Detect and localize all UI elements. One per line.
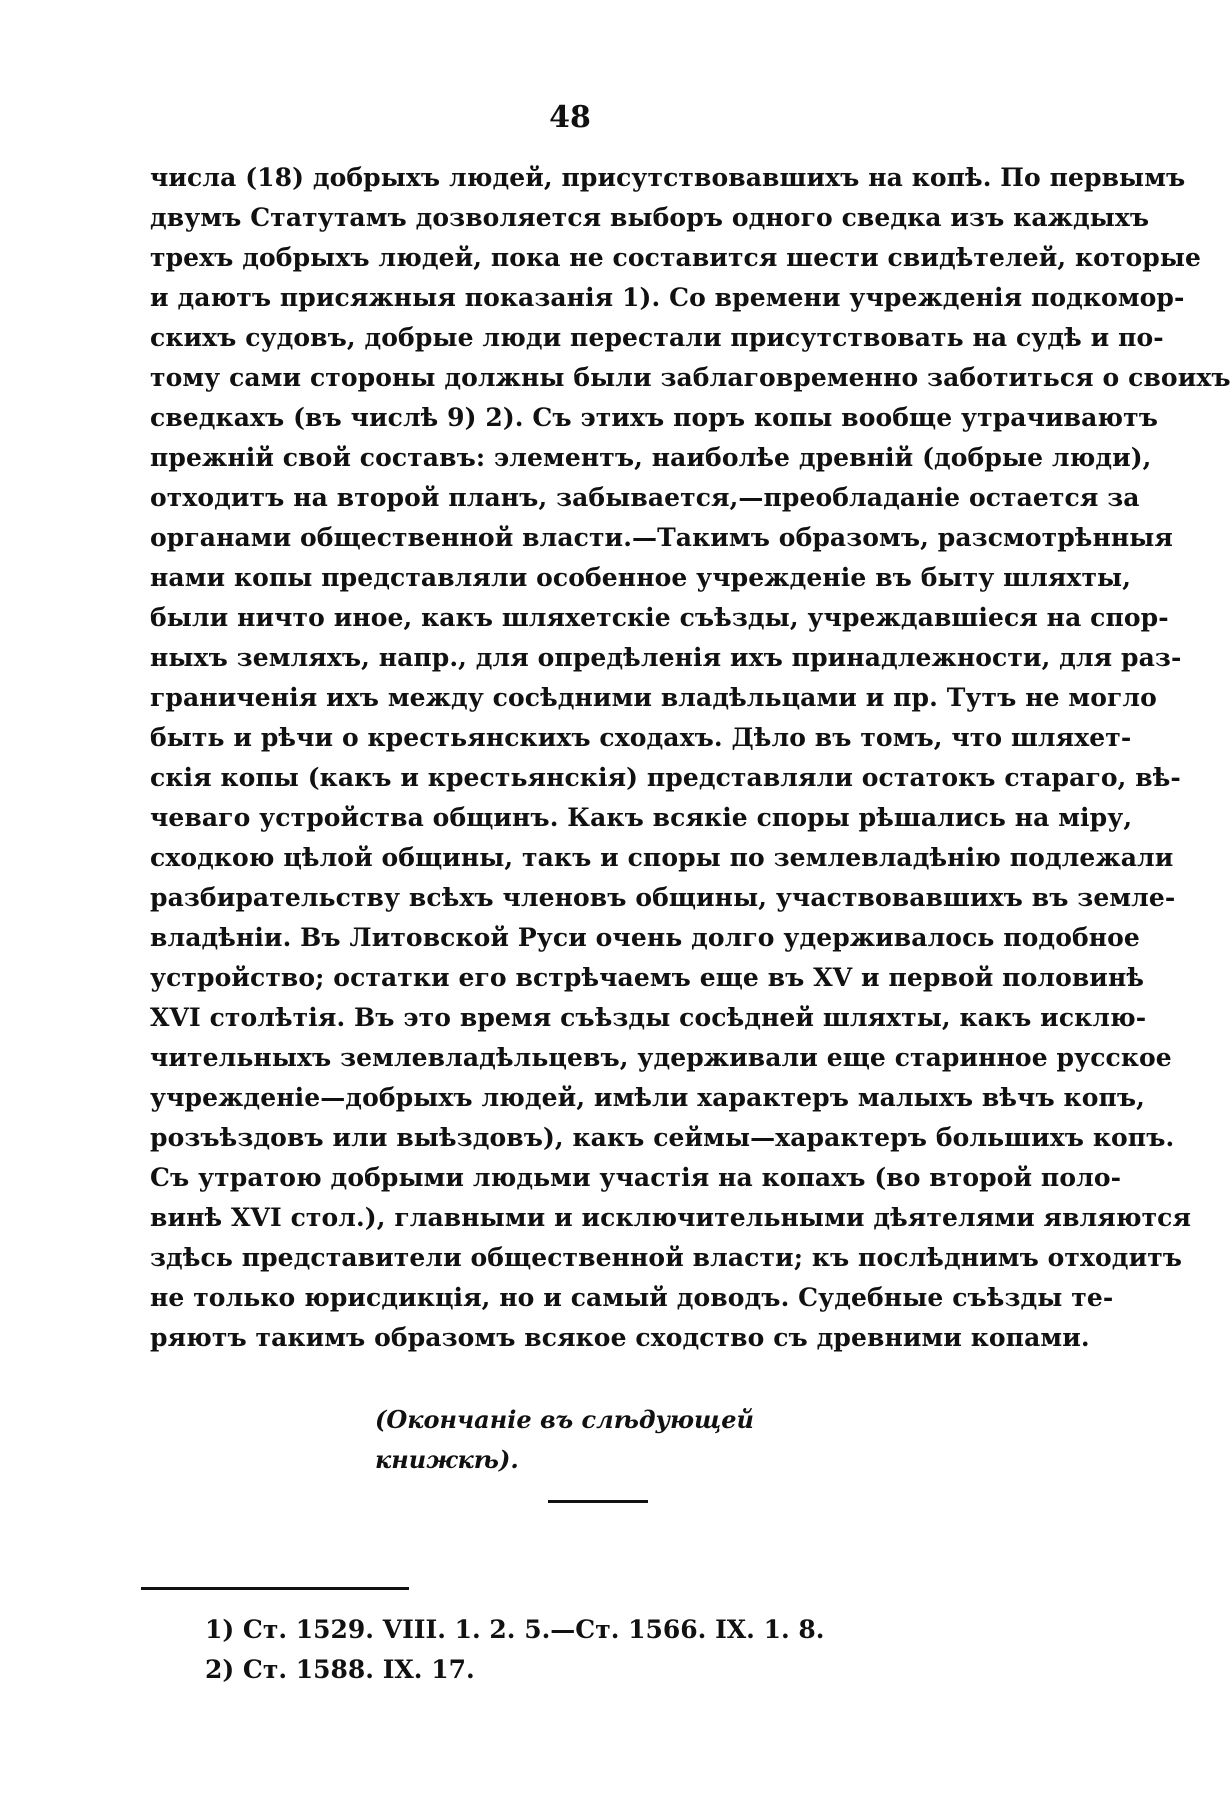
text-line: и даютъ присяжныя показанія 1). Со времени учрежденія подкомор-: [150, 283, 1185, 312]
text-line: здѣсь представители общественной власти; къ послѣднимъ отходитъ: [150, 1243, 1183, 1272]
text-line: прежній свой составъ: элементъ, наиболѣе древній (добрые люди),: [150, 443, 1152, 472]
page-number: 48: [549, 100, 591, 135]
text-line: учрежденіе—добрыхъ людей, имѣли характеръ малыхъ вѣчъ копъ,: [150, 1083, 1145, 1112]
text-line: ныхъ земляхъ, напр., для опредѣленія ихъ принадлежности, для раз-: [150, 643, 1182, 672]
text-line: устройство; остатки его встрѣчаемъ еще въ XV и первой половинѣ: [150, 963, 1145, 992]
text-line: не только юрисдикція, но и самый доводъ. Судебные съѣзды те-: [150, 1283, 1114, 1312]
footnote-rule: [141, 1587, 409, 1590]
continuation-note: (Окончаніе въ слѣдующей книжкѣ).: [375, 1405, 754, 1474]
text-line: граниченія ихъ между сосѣдними владѣльцами и пр. Тутъ не могло: [150, 683, 1157, 712]
text-line: трехъ добрыхъ людей, пока не составится шести свидѣтелей, которые: [150, 243, 1202, 272]
section-separator: [548, 1500, 648, 1503]
text-line: быть и рѣчи о крестьянскихъ сходахъ. Дѣло въ томъ, что шляхет-: [150, 723, 1132, 752]
footnotes: [205, 1610, 1005, 1690]
footnote: 1) Ст. 1529. VIII. 1. 2. 5.—Ст. 1566. IX. 1. 8.: [205, 1615, 825, 1644]
text-line: двумъ Статутамъ дозволяется выборъ одного сведка изъ каждыхъ: [150, 203, 1150, 232]
text-line: розъѣздовъ или выѣздовъ), какъ сеймы—характеръ большихъ копъ.: [150, 1123, 1175, 1152]
text-line: владѣніи. Въ Литовской Руси очень долго удерживалось подобное: [150, 923, 1140, 952]
text-line: винѣ XVI стол.), главными и исключительными дѣятелями являются: [150, 1203, 1192, 1232]
text-line: числа (18) добрыхъ людей, присутствовавшихъ на копѣ. По первымъ: [150, 163, 1186, 192]
text-line: тому сами стороны должны были заблаговременно заботиться о своихъ: [150, 363, 1231, 392]
text-line: отходитъ на второй планъ, забывается,—преобладаніе остается за: [150, 483, 1140, 512]
text-line: скихъ судовъ, добрые люди перестали присутствовать на судѣ и по-: [150, 323, 1164, 352]
text-line: органами общественной власти.—Такимъ образомъ, разсмотрѣнныя: [150, 523, 1173, 552]
text-line: разбирательству всѣхъ членовъ общины, участвовавшихъ въ земле-: [150, 883, 1176, 912]
footnote: 2) Ст. 1588. IX. 17.: [205, 1655, 475, 1684]
text-line: скія копы (какъ и крестьянскія) представляли остатокъ стараго, вѣ-: [150, 763, 1181, 792]
body-text: [150, 158, 1231, 1358]
text-line: сходкою цѣлой общины, такъ и споры по землевладѣнію подлежали: [150, 843, 1174, 872]
text-line: ряютъ такимъ образомъ всякое сходство съ древними копами.: [150, 1323, 1090, 1352]
text-line: чительныхъ землевладѣльцевъ, удерживали еще старинное русское: [150, 1043, 1172, 1072]
text-line: XVI столѣтія. Въ это время съѣзды сосѣдней шляхты, какъ исклю-: [150, 1003, 1147, 1032]
text-line: сведкахъ (въ числѣ 9) 2). Съ этихъ поръ копы вообще утрачиваютъ: [150, 403, 1158, 432]
text-line: чеваго устройства общинъ. Какъ всякіе споры рѣшались на міру,: [150, 803, 1133, 832]
text-line: были ничто иное, какъ шляхетскіе съѣзды, учреждавшіеся на спор-: [150, 603, 1169, 632]
text-line: Съ утратою добрыми людьми участія на копахъ (во второй поло-: [150, 1163, 1122, 1192]
text-line: нами копы представляли особенное учрежденіе въ быту шляхты,: [150, 563, 1131, 592]
